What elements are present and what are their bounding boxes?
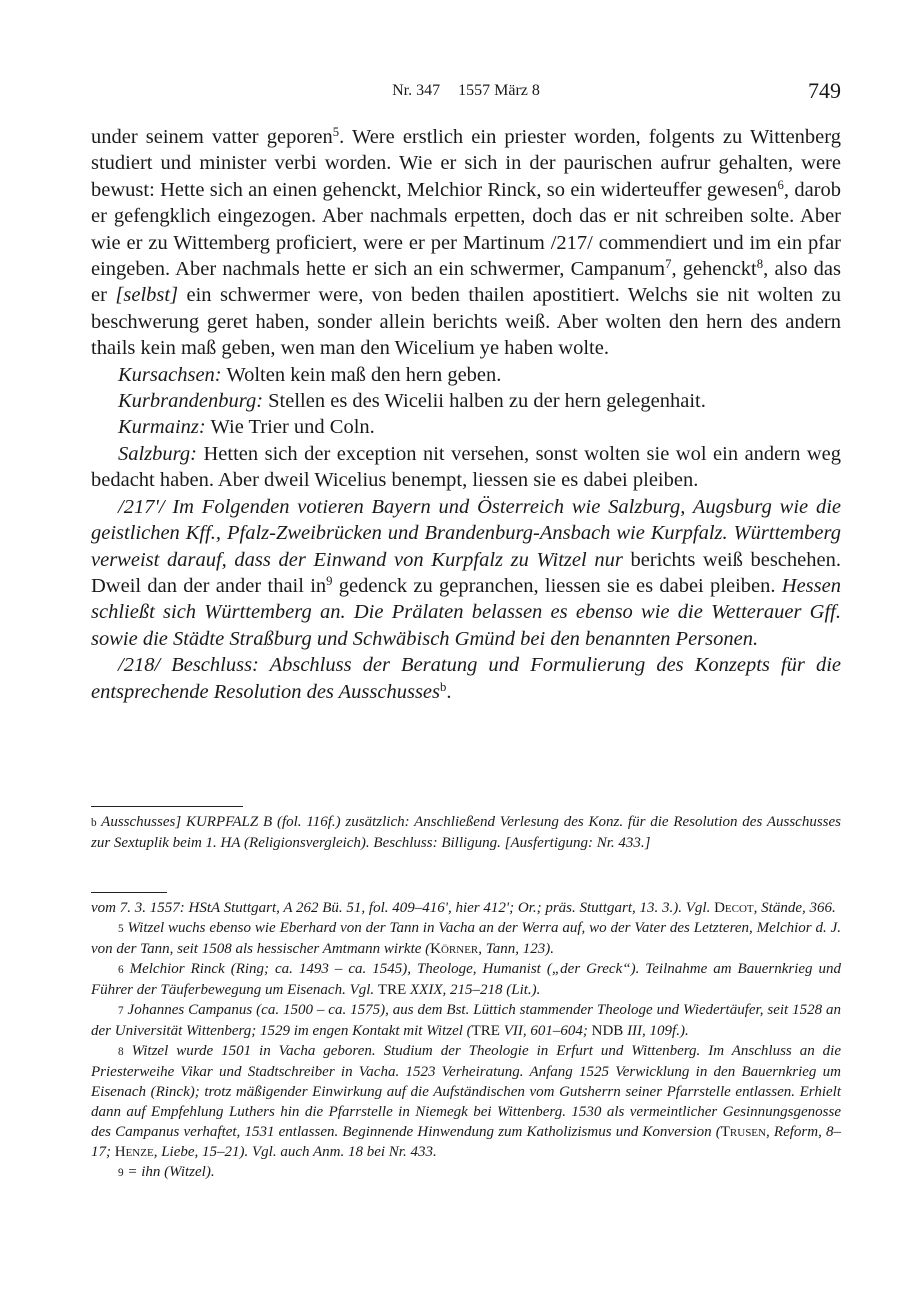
speaker-label: Kurbrandenburg: [118,390,264,413]
footnote-number: 6 [118,964,124,976]
footnote: 7 Johannes Campanus (ca. 1500 – ca. 1575), aus dem Bst. Lüttich stammender Theologe und Wiedertäufer, seit 1528 an der Universität Wittenberg; 1529 im engen Kontakt mit Witzel (TRE VII, 601–604; NDB III, 109f.). [91,1002,841,1039]
variant-separator [91,806,243,807]
document-page [91,0,841,1300]
footnote-number: 8 [118,1046,124,1058]
header-center [91,82,841,100]
footnote: 9 = ihn (Witzel). [118,1164,215,1180]
speaker-label: Kursachsen: [118,363,222,386]
footnote-continuation: vom 7. 3. 1557: HStA Stuttgart, A 262 Bü. 51, fol. 409–416', hier 412'; Or.; präs. Stuttgart, 13. 3.). Vgl. Decot, Stände, 366. [91,900,836,916]
variant-marker: b [91,817,97,829]
running-header [91,78,841,110]
document-date: 1557 März 8 [458,82,540,99]
footnote-number: 7 [118,1005,124,1017]
summary-paragraph: /217'/ Im Folgenden votieren Bayern und Österreich wie Salzburg, Augsburg wie die geistlichen Kff., Pfalz-Zweibrücken und Brandenburg-Ansbach wie Kurpfalz. Württemberg verweist darauf, dass der Einwand von Kurpfalz zu Witzel nur berichts weiß beschehen. Dweil dan der ander thail $in^9$ gedenck zu gepranchen, liessen sie es dabei pleiben. Hessen schließt sich Württemberg an. Die Prälaten belassen es ebenso wie die Wetterauer Gff. sowie die Städte Straßburg und Schwäbisch Gmünd bei den benannten Personen. [91,495,841,650]
footnote-ref[interactable]: 5 [332,125,340,140]
vote-paragraph: Kursachsen: Wolten kein maß den hern geben. [118,363,502,386]
footnote-ref[interactable]: 8 [756,257,764,272]
footnote-ref[interactable]: 9 [326,573,333,588]
footnotes [91,898,841,1183]
footnote-separator [91,892,167,893]
vote-paragraph: Kurmainz: Wie Trier und Coln. [118,416,375,439]
page-number: 749 [808,78,841,103]
editorial-insertion: [selbst] [115,284,179,307]
footnote-number: 9 [118,1167,124,1179]
footnote: 5 Witzel wuchs ebenso wie Eberhard von der Tann in Vacha an der Werra auf, wo der Vater des Letzteren, Melchior d. J. von der Tann, seit 1508 als hessischer Amtmann wirkte (Körner, Tann, 123). [91,920,841,957]
vote-paragraph: Salzburg: Hetten sich der exception nit versehen, sonst wolten sie wol ein andern weg bedacht haben. Aber dweil Wicelius benempt, liessen sie es dabei pleiben. [91,442,841,492]
speaker-label: Salzburg: [118,442,197,465]
footnote-number: 5 [118,923,124,935]
vote-paragraph: Kurbrandenburg: Stellen es des Wicelii halben zu der hern gelegenhait. [118,390,706,413]
footnote-ref[interactable]: 6 [777,177,784,192]
resolution-paragraph: /218/ Beschluss: Abschluss der Beratung und Formulierung des Konzepts für die entsprechende Resolution des Ausschusses$^b$. [91,654,841,703]
main-text [91,124,841,705]
variant-apparatus-note: b Ausschusses] KURPFALZ B (fol. 116f.) zusätzlich: Anschließend Verlesung des Konz. für die Resolution des Ausschusses zur Sextuplik beim 1. HA (Religionsvergleich). Beschluss: Billigung. [Ausfertigung: Nr. 433.] [91,814,841,851]
speaker-label: Kurmainz: [118,416,206,439]
footnote: 8 Witzel wurde 1501 in Vacha geboren. Studium der Theologie in Erfurt und Wittenberg. Im Anschluss an die Priesterweihe Vikar und Stadtschreiber in Vacha. 1523 Verheiratung. Anfang 1525 Verwicklung in den Bauernkrieg um Eisenach (Rinck); trotz mäßigender Einwirkung auf die Aufständischen vom Gutsherrn seiner Pfarrstelle entlassen. Erhielt dann auf Empfehlung Luthers hin die Pfarrstelle in Niemegk bei Wittenberg. 1530 als vermeintlicher Gesinnungsgenosse des Campanus verhaftet, 1531 entlassen. Beginnende Hinwendung zum Katholizismus und Konversion (Trusen, Reform, 8–17; Henze, Liebe, 15–21). Vgl. auch Anm. 18 bei Nr. 433. [91,1043,841,1160]
paragraph: under seinem vatter geporen$^5$. Were erstlich ein priester worden, folgents zu Wittenberg studiert und minister verbi worden. Wie er sich in der paurischen aufrur gehalten, were bewust: Hette sich an einen gehenckt, Melchior Rinck, so ein widerteuffer gewesen$^6$, darob er gefengklich eingezogen. Aber nachmals erpetten, doch das er nit schreiben solte. Aber wie er zu Wittemberg proficiert, were er per Martinum /217/ commendiert und im ein pfar eingeben. Aber nachmals hette er sich an ein schwermer, Campanum$^7$, gehenckt$^8$, also das er [selbst] ein schwermer were, von beden thailen apostitiert. Welchs sie nit wolten zu beschwerung geret haben, sonder allein berichts weiß. Aber wolten den hern des andern thails kein maß geben, wen man den Wicelium ye haben wolte. [91,125,841,360]
footnote: 6 Melchior Rinck (Ring; ca. 1493 – ca. 1545), Theologe, Humanist („der Greck“). Teilnahme am Bauernkrieg und Führer der Täuferbewegung um Eisenach. Vgl. TRE XXIX, 215–218 (Lit.). [91,961,841,998]
document-number: Nr. 347 [392,82,441,99]
variant-ref[interactable]: b [440,679,447,694]
footnote-ref[interactable]: 7 [665,257,672,272]
